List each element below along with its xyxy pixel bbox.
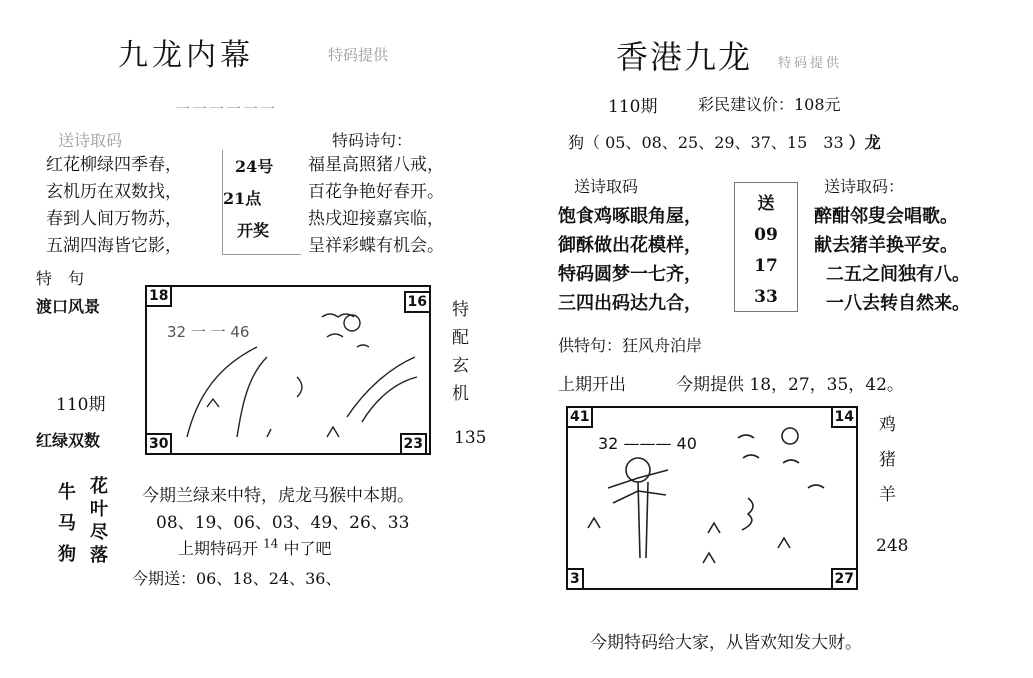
animal-char: 马 (58, 513, 76, 534)
right-side-number: 248 (876, 536, 909, 556)
draw-label: 开奖 (237, 221, 270, 240)
left-poem2 (308, 152, 444, 260)
left-corner-br: 23 (400, 433, 427, 455)
left-corner-tr: 16 (404, 291, 431, 313)
line-c-post: 中了吧 (283, 539, 332, 558)
left-subline: 一一一一一一 (175, 100, 278, 118)
left-title: 九龙内幕 (118, 38, 254, 73)
poem-line: 特码圆梦一七齐， (558, 264, 702, 285)
right-sketch-text: 32 ——— 40 (598, 434, 697, 453)
send-box (734, 182, 798, 312)
send-number: 09 (754, 225, 778, 245)
hua-ye-char: 叶 (90, 499, 108, 520)
right-side-animals (879, 408, 896, 513)
right-title: 香港九龙 (616, 38, 753, 76)
poem-line: 三四出码达九合， (558, 293, 702, 314)
poem-line: 玄机历在双数找， (46, 182, 182, 202)
poem-line: 醉酣邻叟会唱歌。 (814, 206, 958, 227)
right-corner-br: 27 (831, 568, 858, 590)
hua-ye-column (90, 475, 108, 567)
left-corner-bl: 30 (145, 433, 172, 455)
poem-line: 一八去转自然来。 (826, 293, 970, 314)
right-footer: 今期特码给大家，从皆欢知发大财。 (590, 633, 862, 653)
hong-lv-label: 红绿双数 (36, 431, 101, 450)
left-line-b: 08、19、06、03、49、26、33 (156, 513, 410, 533)
left-line-c (178, 536, 332, 559)
animal-column (58, 477, 76, 570)
side-animal: 羊 (879, 485, 896, 505)
right-price: 彩民建议价：108元 (698, 95, 841, 114)
poem-line: 饱食鸡啄眼角屋， (558, 206, 702, 227)
provide-line: 今期提供 18，27，35，42。 (676, 375, 904, 395)
animal-char: 牛 (58, 482, 76, 503)
hua-ye-char: 尽 (90, 522, 108, 543)
dog-prefix: 狗（ (568, 133, 601, 152)
poem-line: 福星高照猪八戒， (308, 155, 444, 175)
poem-line: 热戌迎接嘉宾临， (308, 209, 444, 229)
left-sketch-text: 32 一 一 46 (167, 323, 250, 341)
hua-ye-char: 花 (90, 476, 108, 497)
right-poem2 (814, 202, 970, 318)
left-poem1-header: 送诗取码 (58, 131, 123, 150)
right-poem1 (558, 202, 702, 318)
left-subtitle: 特码提供 (328, 46, 389, 64)
right-corner-bl: 3 (566, 568, 584, 590)
poem-line: 御酥做出花模样， (558, 235, 702, 256)
send-char: 送 (757, 194, 775, 214)
left-side-vertical (452, 296, 469, 408)
dog-suffix: ）龙 (848, 133, 881, 152)
right-poem2-header: 送诗取码： (824, 177, 905, 196)
left-line-a: 今期兰绿来中特，虎龙马猴中本期。 (142, 486, 414, 506)
line-c-pre: 上期特码开 (178, 539, 259, 558)
left-sketch (147, 287, 429, 453)
poem-line: 五湖四海皆它影， (46, 236, 182, 256)
left-poem1 (46, 152, 182, 260)
poem-line: 献去猪羊换平安。 (814, 235, 958, 256)
hua-ye-char: 落 (90, 545, 108, 566)
left-side-number: 135 (454, 428, 487, 448)
left-corner-tl: 18 (145, 285, 172, 307)
gong-te-ju: 供特句：狂风舟泊岸 (558, 336, 703, 355)
right-issue: 110期 (608, 97, 658, 117)
draw-day: 24号 (235, 157, 274, 176)
left-poem2-header: 特码诗句： (332, 131, 413, 150)
dog-line (568, 130, 881, 153)
poem-line: 百花争艳好春开。 (308, 182, 444, 202)
animal-char: 狗 (58, 544, 76, 565)
side-char: 配 (452, 328, 469, 348)
side-animal: 猪 (879, 450, 896, 470)
side-char: 机 (452, 384, 469, 404)
left-line-d: 今期送：06、18、24、36、 (132, 569, 342, 588)
scene-label: 渡口风景 (36, 297, 101, 316)
right-sketch-frame (566, 406, 858, 590)
send-number: 17 (754, 256, 778, 276)
left-draw-box (222, 150, 301, 255)
left-issue: 110期 (56, 395, 106, 415)
draw-time: 21点 (223, 189, 262, 208)
dog-numbers: 05、08、25、29、37、15 33 (605, 133, 844, 152)
poem-line: 二五之间独有八。 (826, 264, 970, 285)
te-ju-label: 特 句 (36, 269, 85, 288)
right-title-tail: 特码提供 (778, 56, 843, 71)
left-sketch-frame (145, 285, 431, 455)
side-char: 玄 (452, 356, 469, 376)
right-poem1-header: 送诗取码 (574, 177, 639, 196)
poem-line: 春到人间万物苏， (46, 209, 182, 229)
right-corner-tl: 41 (566, 406, 593, 428)
poem-line: 红花柳绿四季春， (46, 155, 182, 175)
line-c-num: 14 (263, 536, 279, 551)
side-char: 特 (452, 300, 469, 320)
poem-line: 呈祥彩蝶有机会。 (308, 236, 444, 256)
side-animal: 鸡 (879, 415, 896, 435)
send-number: 33 (754, 287, 778, 307)
right-corner-tr: 14 (831, 406, 858, 428)
last-issue-label: 上期开出 (558, 375, 626, 395)
